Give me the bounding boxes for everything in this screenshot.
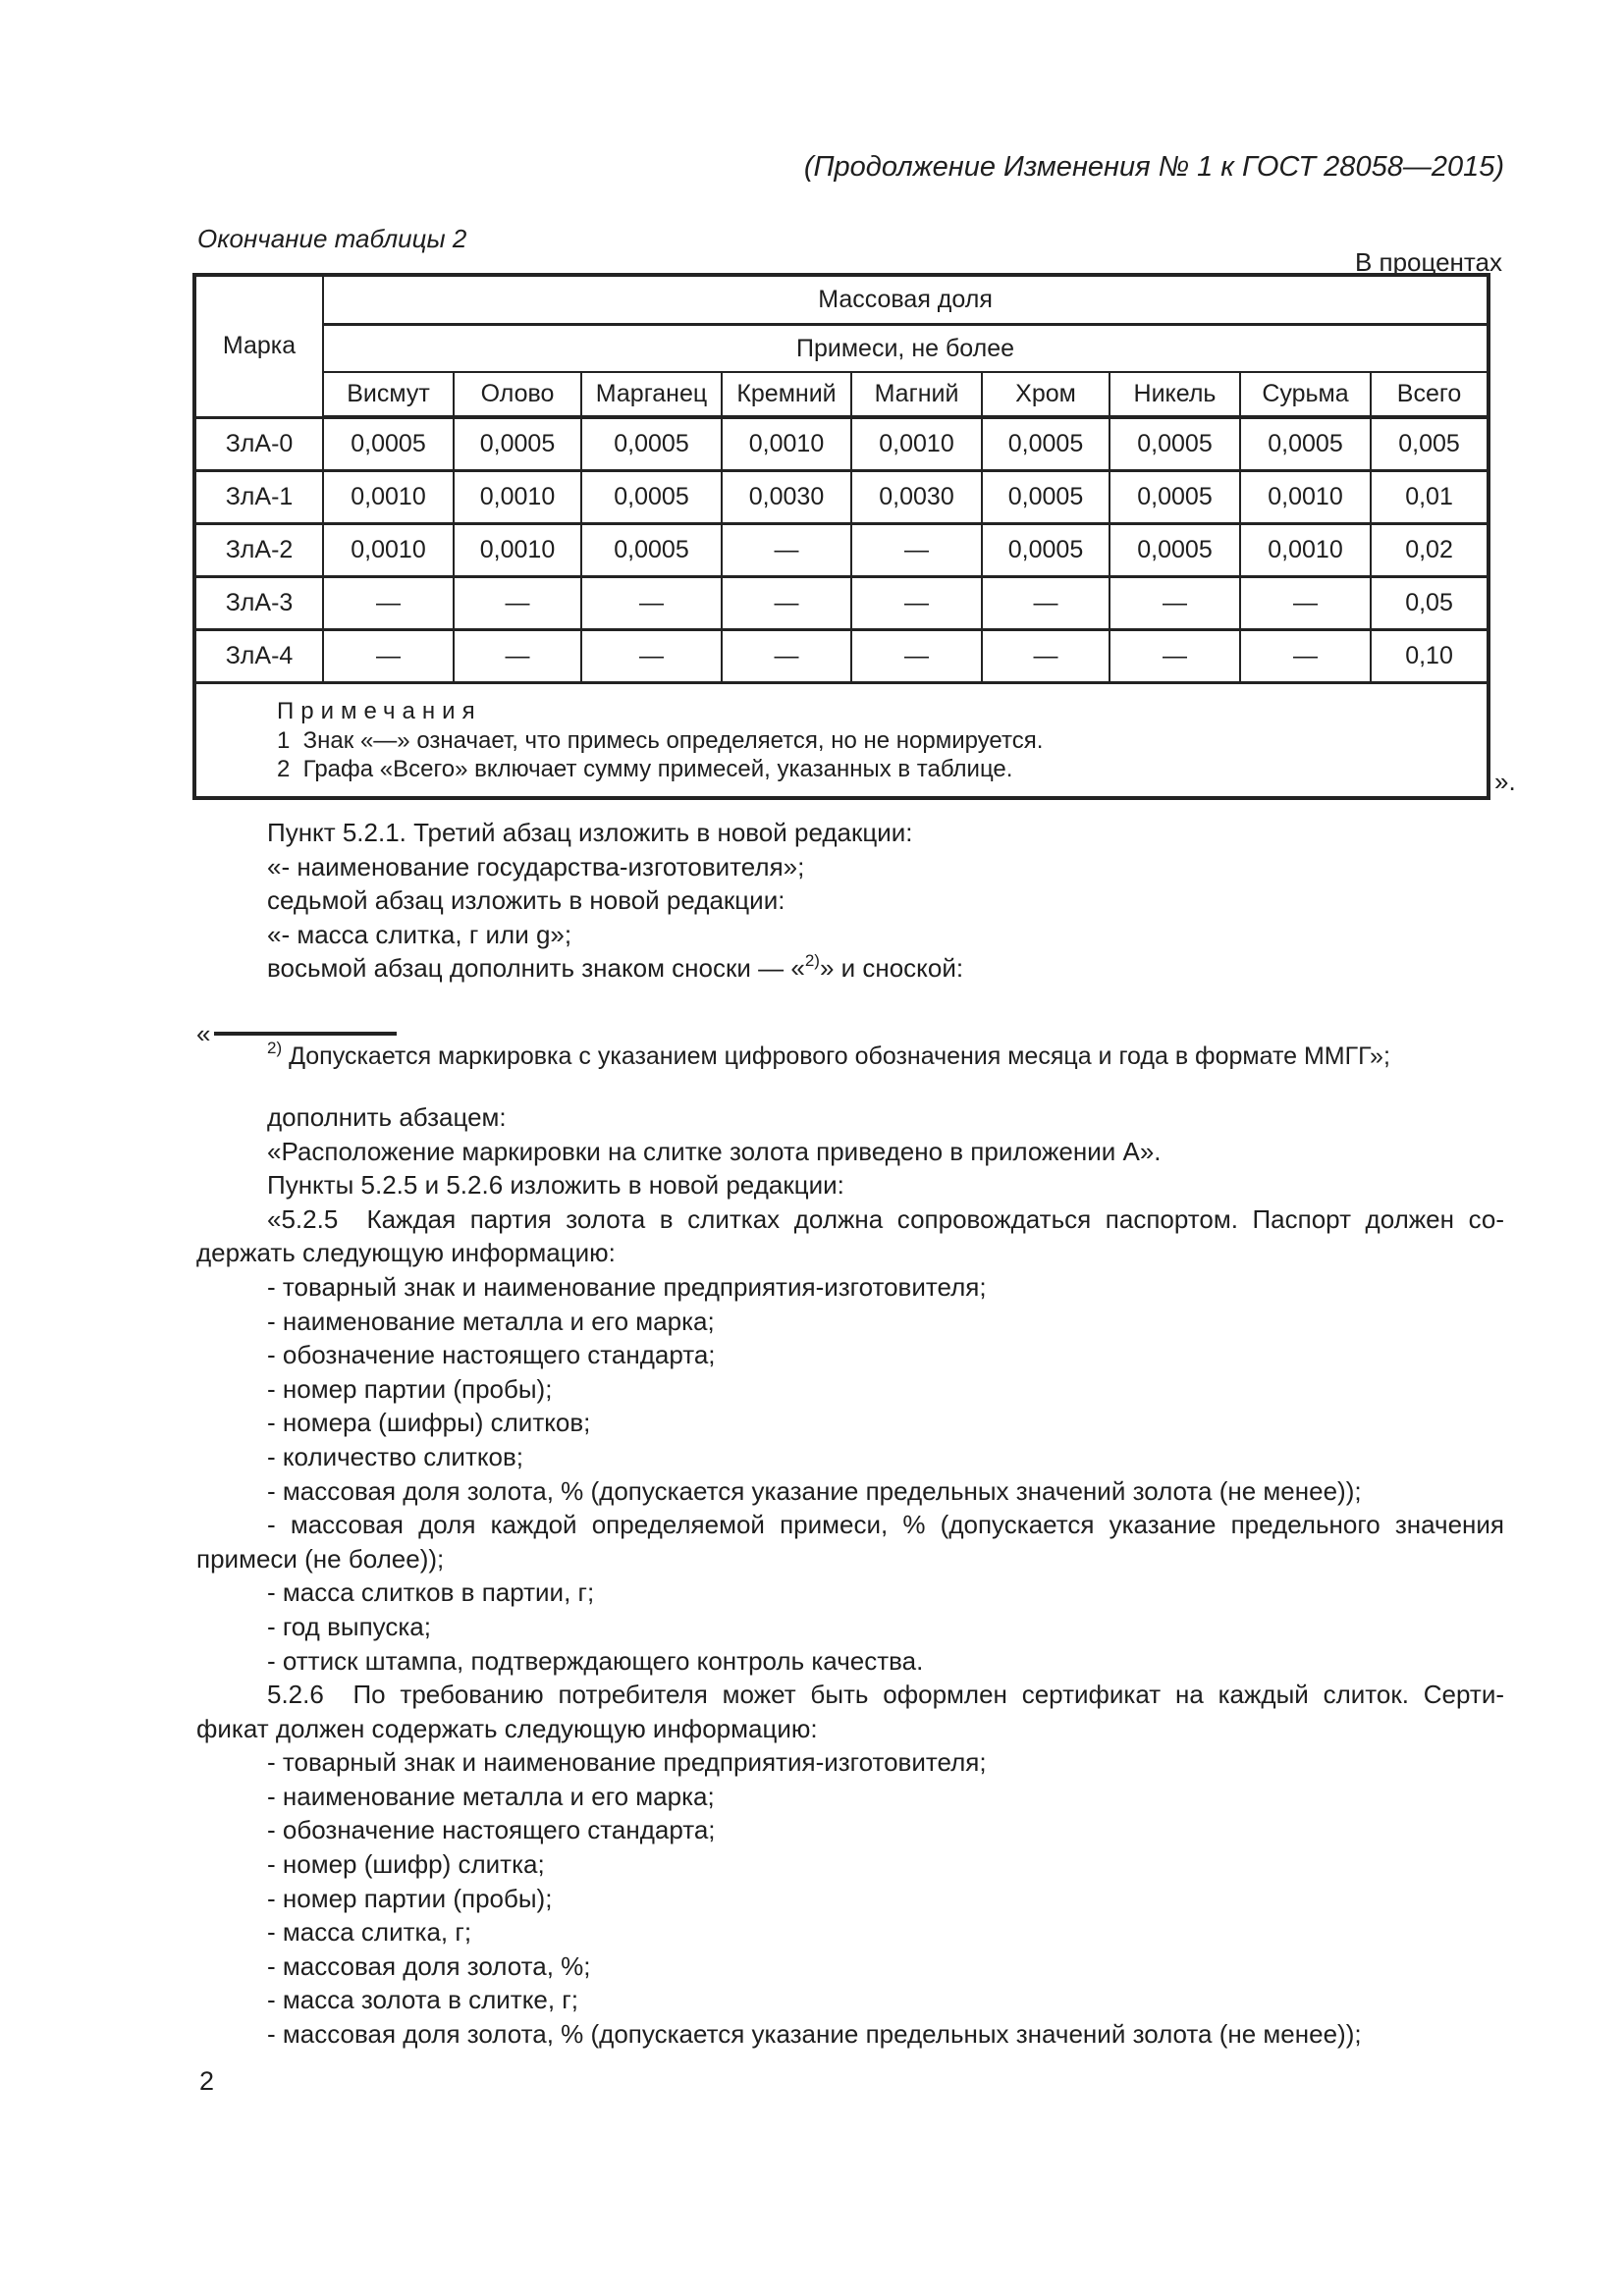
table-cell: 0,0005 bbox=[581, 417, 722, 471]
text-line: «Расположение маркировки на слитке золота приведено в приложении А». bbox=[267, 1136, 1162, 1166]
table-cell: 0,10 bbox=[1371, 630, 1489, 683]
table-header-row-3 bbox=[194, 372, 1489, 417]
table-cell: — bbox=[581, 630, 722, 683]
table-cell: 0,0010 bbox=[851, 417, 982, 471]
text-segment: восьмой абзац дополнить знаком сноски — « bbox=[267, 953, 805, 984]
text-line: Пункт 5.2.1. Третий абзац изложить в новой редакции: bbox=[267, 818, 913, 847]
closing-quote-mark: ». bbox=[1494, 767, 1516, 796]
mark-cell: ЗлА-4 bbox=[194, 630, 323, 683]
table-cell: 0,0010 bbox=[722, 417, 851, 471]
table-cell: 0,0005 bbox=[581, 524, 722, 577]
note-item: 2 Графа «Всего» включает сумму примесей, указанных в таблице. bbox=[277, 756, 1013, 782]
text-line: «- наименование государства-изготовителя»; bbox=[267, 851, 805, 881]
impurities-table bbox=[192, 273, 1490, 800]
text-line: - масса золота в слитке, г; bbox=[267, 1985, 578, 2015]
text-line: - наименование металла и его марка; bbox=[267, 1781, 715, 1811]
table-cell: 0,05 bbox=[1371, 577, 1489, 630]
table-cell: 0,0005 bbox=[323, 417, 454, 471]
text-line: - массовая доля золота, % (допускается указание предельных значений золота (не менее)); bbox=[267, 1475, 1362, 1506]
text-line: седьмой абзац изложить в новой редакции: bbox=[267, 885, 785, 916]
text-line: - номера (шифры) слитков; bbox=[267, 1408, 591, 1438]
table-caption: Окончание таблицы 2 bbox=[197, 224, 467, 253]
table-cell: — bbox=[722, 577, 851, 630]
notes-title: Примечания bbox=[277, 698, 482, 724]
table-cell: 0,01 bbox=[1371, 471, 1489, 524]
text-line: - оттиск штампа, подтверждающего контроль качества. bbox=[267, 1645, 924, 1676]
text-line: - номер партии (пробы); bbox=[267, 1883, 553, 1913]
column-header-tin: Олово bbox=[454, 372, 581, 417]
table-cell: — bbox=[454, 630, 581, 683]
text-line: - товарный знак и наименование предприятия-изготовителя; bbox=[267, 1747, 987, 1778]
text-line: - товарный знак и наименование предприятия-изготовителя; bbox=[267, 1271, 987, 1302]
table-cell: 0,0005 bbox=[982, 417, 1110, 471]
text-line: «- масса слитка, г или g»; bbox=[267, 919, 572, 949]
text-line: - номер (шифр) слитка; bbox=[267, 1849, 545, 1880]
table-cell: — bbox=[323, 630, 454, 683]
table-cell: — bbox=[323, 577, 454, 630]
text-line: - масса слитков в партии, г; bbox=[267, 1577, 595, 1608]
column-header-chromium: Хром bbox=[982, 372, 1110, 417]
table-cell: — bbox=[1240, 630, 1371, 683]
table-cell: 0,0010 bbox=[454, 524, 581, 577]
column-header-manganese: Марганец bbox=[581, 372, 722, 417]
column-group-header-mass-fraction: Массовая доля bbox=[323, 275, 1489, 325]
text-line: - год выпуска; bbox=[267, 1611, 431, 1641]
column-group-header-impurities: Примеси, не более bbox=[323, 325, 1489, 373]
mark-cell: ЗлА-2 bbox=[194, 524, 323, 577]
table-row bbox=[194, 630, 1489, 683]
text-line: фикат должен содержать следующую информацию: bbox=[196, 1713, 818, 1743]
page-number: 2 bbox=[199, 2066, 215, 2096]
table-cell: — bbox=[454, 577, 581, 630]
footnote-divider-rule bbox=[214, 1032, 397, 1036]
table-cell: 0,0010 bbox=[323, 524, 454, 577]
table-cell: — bbox=[851, 577, 982, 630]
units-label: В процентах bbox=[1354, 247, 1502, 277]
table-header-row-2 bbox=[194, 325, 1489, 373]
table-cell: — bbox=[1110, 577, 1240, 630]
text-line: - массовая доля золота, % (допускается указание предельных значений золота (не менее)); bbox=[267, 2019, 1362, 2050]
footnote-marker: 2) bbox=[267, 1039, 283, 1057]
text-line: - наименование металла и его марка; bbox=[267, 1306, 715, 1336]
table-cell: 0,0005 bbox=[1110, 417, 1240, 471]
table-cell: 0,02 bbox=[1371, 524, 1489, 577]
text-line: - обозначение настоящего стандарта; bbox=[267, 1815, 716, 1845]
column-header-bismuth: Висмут bbox=[323, 372, 454, 417]
table-cell: 0,0005 bbox=[1110, 524, 1240, 577]
footnote-marker: 2) bbox=[804, 951, 820, 971]
text-line: дополнить абзацем: bbox=[267, 1102, 507, 1132]
table-cell: 0,0030 bbox=[851, 471, 982, 524]
table-cell: 0,0005 bbox=[982, 471, 1110, 524]
footnote-text bbox=[267, 1041, 1514, 1073]
note-item: 1 Знак «—» означает, что примесь определяется, но не нормируется. bbox=[277, 726, 1044, 754]
table-cell: — bbox=[982, 577, 1110, 630]
table-cell: 0,0005 bbox=[581, 471, 722, 524]
column-header-magnesium: Магний bbox=[851, 372, 982, 417]
text-line: - массовая доля золота, %; bbox=[267, 1950, 591, 1981]
table-cell: — bbox=[722, 524, 851, 577]
table-cell: 0,0005 bbox=[982, 524, 1110, 577]
document-header-note: (Продолжение Изменения № 1 к ГОСТ 28058—2015) bbox=[803, 151, 1504, 183]
table-cell: 0,0010 bbox=[323, 471, 454, 524]
text-line: примеси (не более)); bbox=[196, 1543, 445, 1574]
table-row bbox=[194, 417, 1489, 471]
column-header-total: Всего bbox=[1371, 372, 1489, 417]
table-cell: 0,0005 bbox=[1240, 417, 1371, 471]
text-segment: Допускается маркировка с указанием цифрового обозначения месяца и года в формате ММГГ»; bbox=[282, 1042, 1390, 1070]
table-cell: — bbox=[1110, 630, 1240, 683]
table-row bbox=[194, 577, 1489, 630]
text-line: - количество слитков; bbox=[267, 1441, 524, 1471]
text-line: 5.2.6 По требованию потребителя может быть оформлен сертификат на каждый слиток. Серти- bbox=[267, 1680, 1504, 1710]
text-line bbox=[196, 951, 1504, 986]
column-header-nickel: Никель bbox=[1110, 372, 1240, 417]
table-row bbox=[194, 524, 1489, 577]
text-line: - обозначение настоящего стандарта; bbox=[267, 1340, 716, 1370]
table-cell: — bbox=[581, 577, 722, 630]
table-cell: 0,0010 bbox=[1240, 524, 1371, 577]
text-line: - номер партии (пробы); bbox=[267, 1373, 553, 1404]
column-header-antimony: Сурьма bbox=[1240, 372, 1371, 417]
mark-cell: ЗлА-3 bbox=[194, 577, 323, 630]
column-header-silicon: Кремний bbox=[722, 372, 851, 417]
footnote-open-quote: « bbox=[196, 1019, 211, 1048]
mark-cell: ЗлА-0 bbox=[194, 417, 323, 471]
table-row bbox=[194, 471, 1489, 524]
text-line: - масса слитка, г; bbox=[267, 1917, 472, 1948]
table-cell: 0,0030 bbox=[722, 471, 851, 524]
amendment-text-block-2 bbox=[196, 1100, 1504, 2052]
table-cell: 0,0010 bbox=[454, 471, 581, 524]
text-segment: » и сноской: bbox=[819, 953, 964, 984]
table-cell: 0,0005 bbox=[454, 417, 581, 471]
mark-cell: ЗлА-1 bbox=[194, 471, 323, 524]
table-cell: 0,0010 bbox=[1240, 471, 1371, 524]
table-cell: — bbox=[1240, 577, 1371, 630]
table-notes-row bbox=[194, 683, 1489, 798]
table-cell: — bbox=[851, 630, 982, 683]
text-line: - массовая доля каждой определяемой примеси, % (допускается указание предельного значения bbox=[267, 1510, 1504, 1540]
amendment-text-block-1 bbox=[196, 816, 1504, 986]
table-header-row-1 bbox=[194, 275, 1489, 325]
table-notes-cell bbox=[194, 683, 1489, 798]
text-line: держать следующую информацию: bbox=[196, 1238, 616, 1268]
table-cell: — bbox=[722, 630, 851, 683]
text-line: «5.2.5 Каждая партия золота в слитках должна сопровождаться паспортом. Паспорт должен со- bbox=[267, 1203, 1504, 1234]
table-cell: — bbox=[982, 630, 1110, 683]
text-line: Пункты 5.2.5 и 5.2.6 изложить в новой редакции: bbox=[267, 1170, 844, 1201]
table-cell: — bbox=[851, 524, 982, 577]
column-header-mark: Марка bbox=[194, 275, 323, 417]
table-cell: 0,0005 bbox=[1110, 471, 1240, 524]
table-cell: 0,005 bbox=[1371, 417, 1489, 471]
